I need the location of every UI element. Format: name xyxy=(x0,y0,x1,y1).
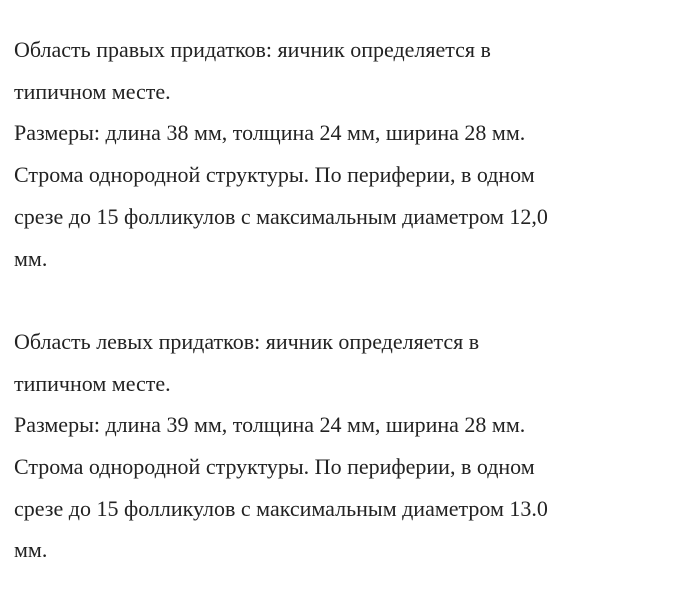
left-adnexa-stroma-line: Строма однородной структуры. По периферии, в одном xyxy=(14,454,535,480)
paragraph-gap xyxy=(14,279,664,321)
left-adnexa-paragraph xyxy=(14,321,664,571)
left-adnexa-follicles-line: срезе до 15 фолликулов с максимальным диаметром 13.0 xyxy=(14,495,548,521)
right-adnexa-unit-line: мм. xyxy=(14,245,48,271)
left-adnexa-dimensions-line: Размеры: длина 39 мм, толщина 24 мм, ширина 28 мм. xyxy=(14,412,526,438)
document-body xyxy=(14,29,664,571)
right-adnexa-follicles-line: срезе до 15 фолликулов с максимальным диаметром 12,0 xyxy=(14,203,548,229)
left-adnexa-unit-line: мм. xyxy=(14,537,48,563)
right-adnexa-dimensions-line: Размеры: длина 38 мм, толщина 24 мм, ширина 28 мм. xyxy=(14,120,526,146)
left-adnexa-location-line: типичном месте. xyxy=(14,370,171,396)
right-adnexa-heading-line: Область правых придатков: яичник определяется в xyxy=(14,37,491,62)
right-adnexa-paragraph xyxy=(14,29,664,279)
right-adnexa-stroma-line: Строма однородной структуры. По периферии, в одном xyxy=(14,162,535,188)
right-adnexa-location-line: типичном месте. xyxy=(14,78,171,104)
left-adnexa-heading-line: Область левых придатков: яичник определяется в xyxy=(14,328,480,354)
